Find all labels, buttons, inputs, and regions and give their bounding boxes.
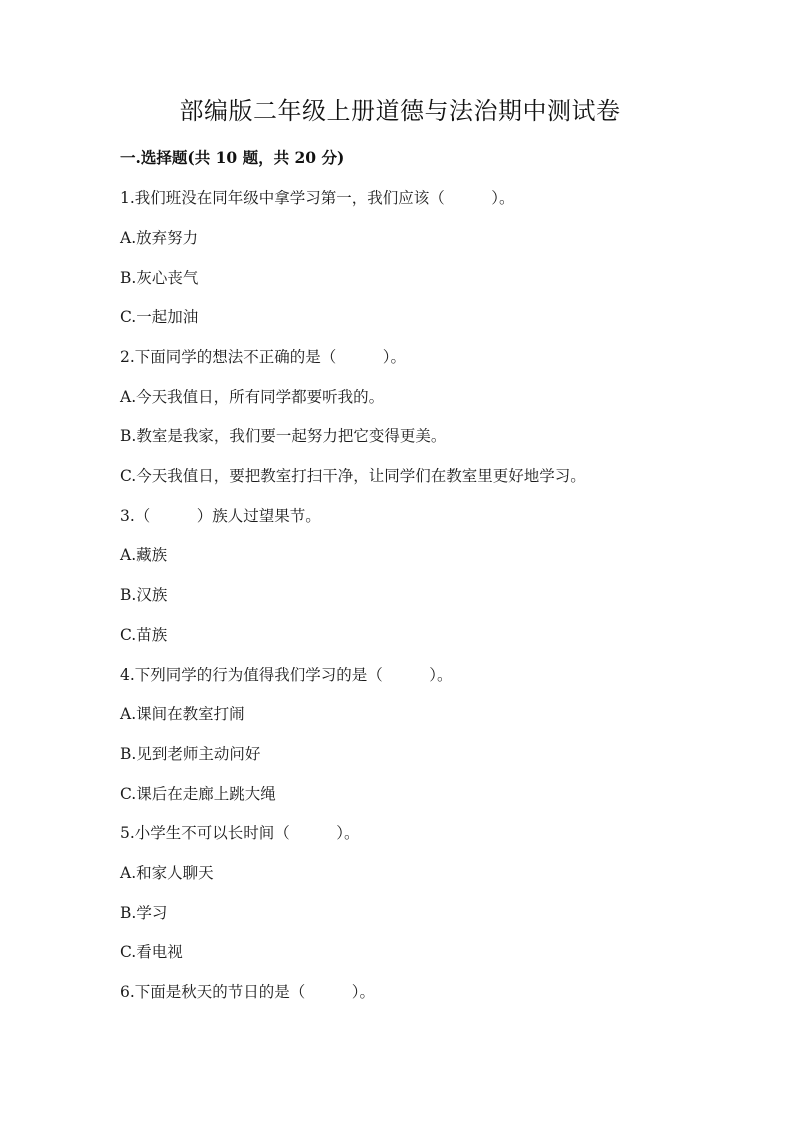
question-4-option-a: A.课间在教室打闹 [120, 705, 245, 723]
question-5-option-a: A.和家人聊天 [120, 864, 214, 882]
question-4-option-c: C.课后在走廊上跳大绳 [120, 785, 276, 803]
question-2-option-a: A.今天我值日，所有同学都要听我的。 [120, 388, 385, 406]
question-stem-2: 2.下面同学的想法不正确的是（ ）。 [120, 348, 407, 366]
question-3-option-b: B.汉族 [120, 586, 168, 604]
question-stem-1: 1.我们班没在同年级中拿学习第一，我们应该（ ）。 [120, 189, 515, 207]
question-2-option-c: C.今天我值日，要把教室打扫干净，让同学们在教室里更好地学习。 [120, 467, 586, 485]
question-3-option-a: A.藏族 [120, 546, 168, 564]
question-5-option-b: B.学习 [120, 904, 168, 922]
page-title: 部编版二年级上册道德与法治期中测试卷 [179, 97, 621, 125]
question-4-option-b: B.见到老师主动问好 [120, 745, 261, 763]
question-stem-3: 3.（ ）族人过望果节。 [120, 507, 321, 525]
question-1-option-c: C.一起加油 [120, 308, 199, 326]
question-3-option-c: C.苗族 [120, 626, 168, 644]
question-5-option-c: C.看电视 [120, 943, 183, 961]
question-1-option-b: B.灰心丧气 [120, 269, 199, 287]
question-stem-4: 4.下列同学的行为值得我们学习的是（ ）。 [120, 666, 453, 684]
question-2-option-b: B.教室是我家，我们要一起努力把它变得更美。 [120, 427, 447, 445]
question-stem-6: 6.下面是秋天的节日的是（ ）。 [120, 983, 376, 1001]
question-stem-5: 5.小学生不可以长时间（ ）。 [120, 824, 360, 842]
section-heading: 一.选择题(共 10 题，共 20 分) [120, 148, 345, 167]
question-1-option-a: A.放弃努力 [120, 229, 199, 247]
